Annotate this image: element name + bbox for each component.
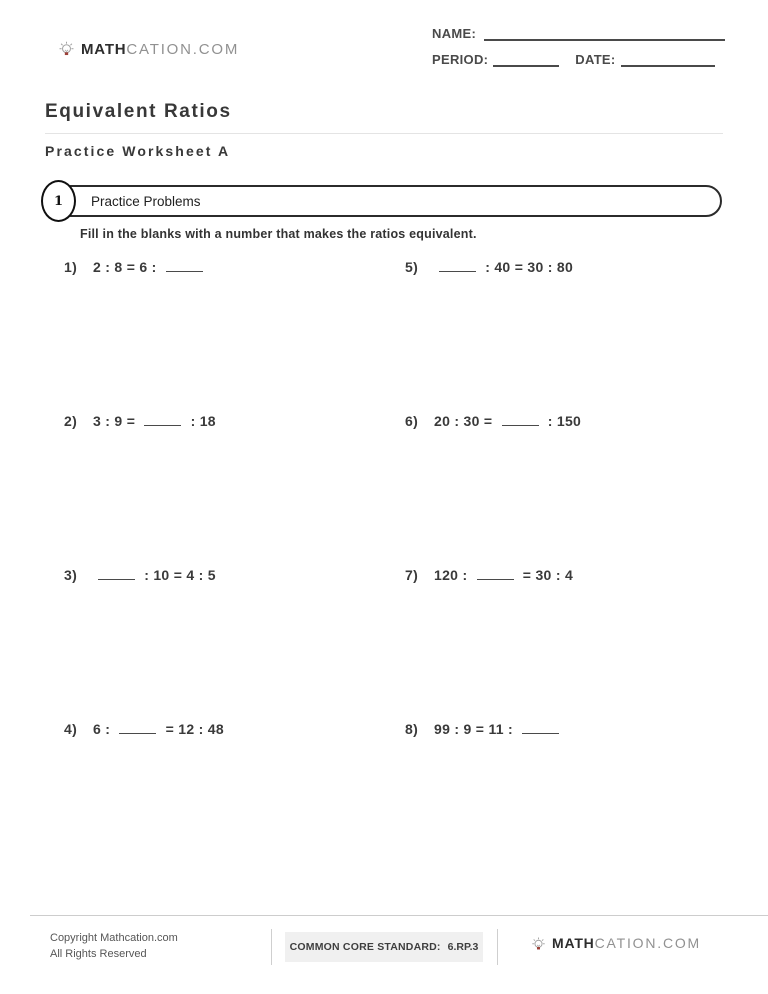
section-label: Practice Problems — [91, 193, 201, 209]
problem-item-8 — [405, 721, 724, 875]
problem-expression: 3 : 9 = : 18 — [93, 413, 216, 429]
lightbulb-icon — [57, 40, 76, 59]
answer-blank[interactable] — [502, 413, 539, 426]
problem-item-4 — [64, 721, 405, 875]
problem-number: 4) — [64, 721, 78, 737]
page-title: Equivalent Ratios — [45, 101, 232, 122]
section-number: 1 — [53, 193, 64, 209]
footer-divider — [30, 915, 768, 916]
section-banner — [55, 185, 722, 217]
date-label: DATE: — [575, 52, 616, 67]
problems-grid — [64, 259, 724, 875]
brand-text — [552, 935, 701, 953]
instructions-text: Fill in the blanks with a number that makes the ratios equivalent. — [80, 227, 477, 241]
period-label: PERIOD: — [432, 52, 489, 67]
answer-blank[interactable] — [166, 259, 203, 272]
problem-item-5 — [405, 259, 724, 413]
period-blank-line[interactable] — [493, 52, 559, 67]
brand-light: CATION.COM — [126, 40, 240, 58]
problem-item-2 — [64, 413, 405, 567]
standard-value: 6.RP.3 — [447, 941, 479, 953]
date-blank-line[interactable] — [621, 52, 715, 67]
common-core-standard-box — [285, 932, 483, 962]
problem-item-6 — [405, 413, 724, 567]
brand-text — [81, 41, 239, 59]
problem-expression: : 40 = 30 : 80 — [434, 259, 573, 275]
brand-bold: MATH — [552, 935, 595, 951]
copyright-line1: Copyright Mathcation.com — [50, 932, 178, 944]
problem-expression: 120 : = 30 : 4 — [434, 567, 574, 583]
name-label: NAME: — [432, 26, 477, 41]
problem-expression: 2 : 8 = 6 : — [93, 259, 208, 275]
problem-expression: 99 : 9 = 11 : — [434, 721, 564, 737]
problem-number: 1) — [64, 259, 78, 275]
mathcation-logo-header — [57, 40, 239, 59]
answer-blank[interactable] — [477, 567, 514, 580]
section-number-badge — [41, 180, 76, 222]
name-row — [432, 26, 725, 41]
problem-expression: : 10 = 4 : 5 — [93, 567, 216, 583]
footer-vertical-divider-left — [271, 929, 272, 965]
problem-number: 7) — [405, 567, 419, 583]
brand-light: CATION.COM — [594, 935, 702, 951]
answer-blank[interactable] — [439, 259, 476, 272]
name-blank-line[interactable] — [484, 26, 725, 41]
problem-number: 5) — [405, 259, 419, 275]
problem-expression: 6 : = 12 : 48 — [93, 721, 224, 737]
brand-bold: MATH — [81, 40, 127, 58]
period-date-row — [432, 52, 725, 67]
problem-number: 2) — [64, 413, 78, 429]
answer-blank[interactable] — [119, 721, 156, 734]
answer-blank[interactable] — [98, 567, 135, 580]
problem-number: 3) — [64, 567, 78, 583]
problem-expression: 20 : 30 = : 150 — [434, 413, 582, 429]
problem-item-3 — [64, 567, 405, 721]
answer-blank[interactable] — [144, 413, 181, 426]
student-fields — [432, 26, 725, 78]
answer-blank[interactable] — [522, 721, 559, 734]
problem-number: 8) — [405, 721, 419, 737]
problem-number: 6) — [405, 413, 419, 429]
copyright-text — [50, 931, 178, 963]
mathcation-logo-footer — [530, 935, 701, 953]
problem-item-1 — [64, 259, 405, 413]
problem-item-7 — [405, 567, 724, 721]
footer-vertical-divider-right — [497, 929, 498, 965]
standard-label: COMMON CORE STANDARD: — [289, 941, 441, 953]
title-divider — [45, 133, 723, 134]
lightbulb-icon — [530, 936, 547, 953]
page-subtitle: Practice Worksheet A — [45, 143, 231, 159]
copyright-line2: All Rights Reserved — [50, 947, 147, 960]
